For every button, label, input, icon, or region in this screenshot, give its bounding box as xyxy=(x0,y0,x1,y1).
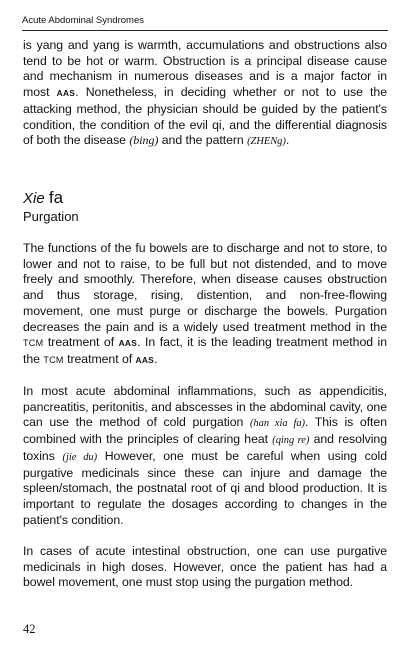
paragraph-1: is yang and yang is warmth, accumulations and obstructions also tend to be hot or warm. Obstruction is a principal disease cause and mechanism in numerous diseases and is a major factor in most AAS. Nonetheless, in deciding whether or not to use the attacking method, the physician should be guided by the patient's condition, the condition of the evil qi, and the differential diagnosis of both the disease (bing) and the pattern (ZHENg). xyxy=(23,38,387,148)
abbr-aas: AAS xyxy=(56,88,76,99)
page-number: 42 xyxy=(23,622,36,636)
abbr-aas: AAS xyxy=(135,354,155,365)
abbr-tcm: TCM xyxy=(43,354,64,365)
header-divider xyxy=(22,30,388,31)
section-heading-pinyin xyxy=(23,189,63,208)
term-jie-du: (jie du) xyxy=(62,451,98,463)
term-bing: (bing) xyxy=(129,133,159,148)
term-han-xia-fa: (han xia fa) xyxy=(249,418,305,430)
section-heading-english: Purgation xyxy=(23,209,79,224)
paragraph-3: In most acute abdominal inflammations, such as appendicitis, pancreatitis, peritonitis, and abscesses in the abdominal cavity, one can use the method of cold purgation (han xia fa). This is often combined with the principles of clearing heat (qing re) and resolving toxins (jie du) However, one must be careful when using cold purgative medicinals since these can injure and damage the spleen/stomach, the postnatal root of qi and blood production. It is important to regulate the dosages according to changes in the patient's condition. xyxy=(23,384,388,527)
paragraph-4: In cases of acute intestinal obstruction, one can use purgative medicinals in high doses. However, once the patient has had a bowel movement, one must stop using the purgation method. xyxy=(23,544,387,590)
heading-xie: Xie xyxy=(23,190,45,207)
abbr-aas: AAS xyxy=(118,338,138,349)
term-zheng: (ZHENg) xyxy=(247,136,286,148)
running-header: Acute Abdominal Syndromes xyxy=(22,15,144,26)
abbr-tcm: TCM xyxy=(23,338,44,349)
paragraph-2: The functions of the fu bowels are to discharge and not to store, to lower and not to raise, to be full but not distended, and to move freely and smoothly. Therefore, when disease causes obstruction and thus storage, rising, distention, and non-free-flowing movement, one must purge or discharge the bowels. Purgation decreases the pain and is a widely used treatment method in the TCM treatment of AAS. In fact, it is the leading treatment method in the TCM treatment of AAS. xyxy=(23,241,387,366)
heading-fa: fa xyxy=(48,188,64,207)
term-qing-re: (qing re) xyxy=(272,435,310,447)
